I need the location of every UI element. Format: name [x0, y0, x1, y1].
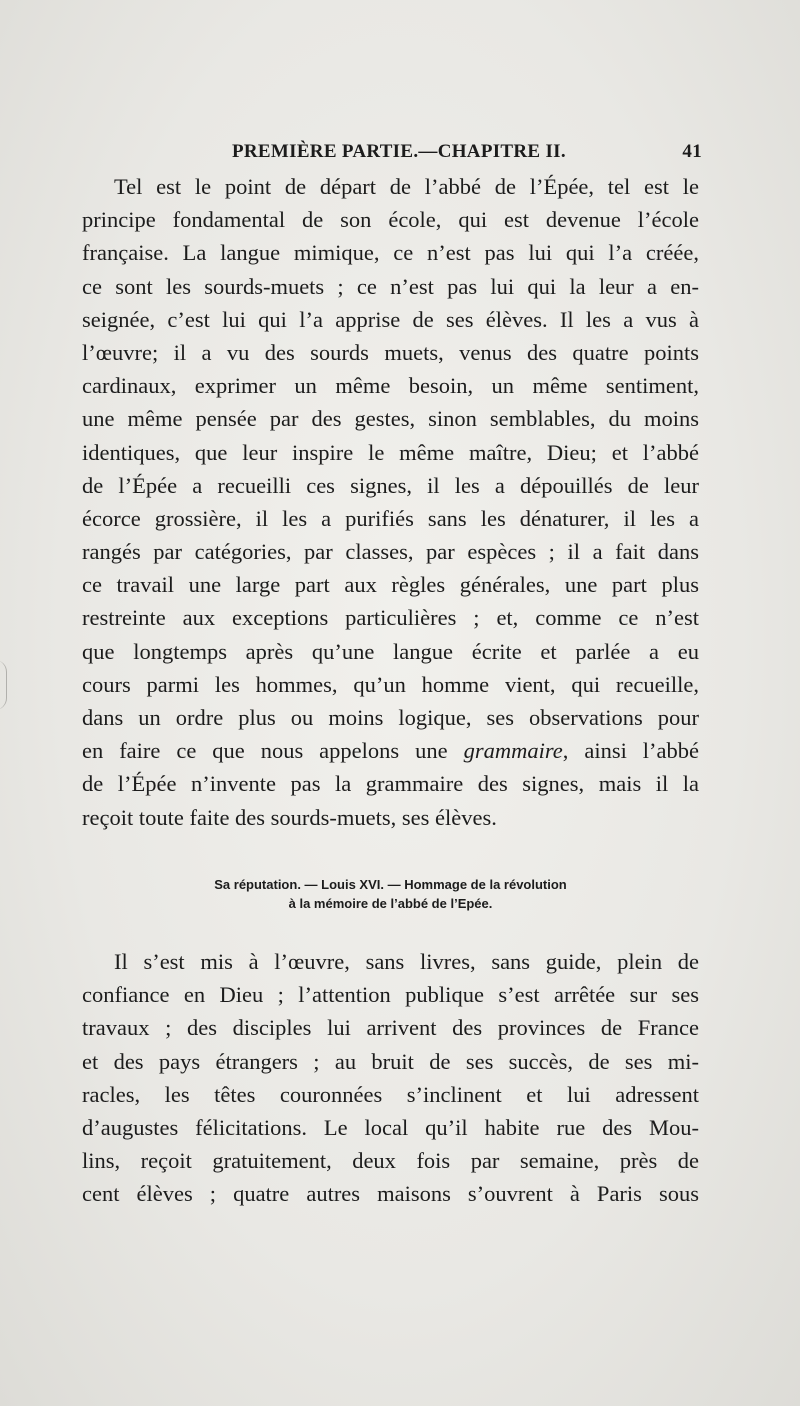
text-line: et des pays étrangers ; au bruit de ses succès, de ses mi- [82, 1048, 699, 1074]
paragraph-2 [82, 945, 699, 1211]
text-line: rangés par catégories, par classes, par espèces ; il a fait dans [82, 539, 699, 565]
text-line: que longtemps après qu’une langue écrite et parlée a eu [82, 638, 699, 664]
text-line: principe fondamental de son école, qui est devenue l’école [82, 207, 699, 233]
paragraph-1 [82, 170, 699, 834]
text-segment: en faire ce que nous appelons une [82, 738, 464, 764]
text-line: cent élèves ; quatre autres maisons s’ouvrent à Paris sous [82, 1181, 699, 1207]
text-line: cours parmi les hommes, qu’un homme vient, qui recueille, [82, 671, 699, 697]
section-subheading-line-2: à la mémoire de l’abbé de l’Epée. [288, 896, 493, 911]
page-number: 41 [682, 141, 702, 162]
text-line: d’augustes félicitations. Le local qu’il habite rue des Mou- [82, 1114, 699, 1140]
text-line: ce sont les sourds-muets ; ce n’est pas lui qui la leur a en- [82, 273, 699, 299]
text-line: cardinaux, exprimer un même besoin, un même sentiment, [82, 373, 699, 399]
section-subheading-line-1: Sa réputation. — Louis XVI. — Hommage de la révolution [214, 877, 567, 892]
page-header [82, 141, 702, 165]
text-line: Tel est le point de départ de l’abbé de l’Épée, tel est le [114, 174, 699, 199]
text-segment: , ainsi l’abbé [562, 738, 699, 764]
running-head: PREMIÈRE PARTIE.—CHAPITRE II. [232, 141, 566, 162]
text-line: reçoit toute faite des sourds-muets, ses élèves. [82, 804, 497, 830]
text-line: de l’Épée n’invente pas la grammaire des signes, mais il la [82, 771, 699, 797]
text-line: écorce grossière, il les a purifiés sans les dénaturer, il les a [82, 505, 699, 531]
text-line: seignée, c’est lui qui l’a apprise de ses élèves. Il les a vus à [82, 306, 699, 332]
italic-word: grammaire [463, 738, 563, 764]
text-line: ce travail une large part aux règles générales, une part plus [82, 572, 699, 598]
text-line-with-italic [82, 734, 699, 767]
text-line: identiques, que leur inspire le même maître, Dieu; et l’abbé [82, 439, 699, 465]
text-line: de l’Épée a recueilli ces signes, il les a dépouillés de leur [82, 472, 699, 498]
text-line: une même pensée par des gestes, sinon semblables, du moins [82, 406, 699, 432]
text-line: racles, les têtes couronnées s’inclinent et lui adressent [82, 1081, 699, 1107]
margin-bracket-mark [0, 660, 7, 710]
text-line: l’œuvre; il a vu des sourds muets, venus des quatre points [82, 339, 699, 365]
text-line: confiance en Dieu ; l’attention publique s’est arrêtée sur ses [82, 982, 699, 1008]
text-line: travaux ; des disciples lui arrivent des provinces de France [82, 1015, 699, 1041]
text-line: française. La langue mimique, ce n’est pas lui qui l’a créée, [82, 240, 699, 266]
text-line: dans un ordre plus ou moins logique, ses observations pour [82, 705, 699, 730]
text-line: lins, reçoit gratuitement, deux fois par semaine, près de [82, 1148, 699, 1174]
text-line: Il s’est mis à l’œuvre, sans livres, sans guide, plein de [114, 949, 699, 974]
text-line: restreinte aux exceptions particulières ; et, comme ce n’est [82, 605, 699, 631]
